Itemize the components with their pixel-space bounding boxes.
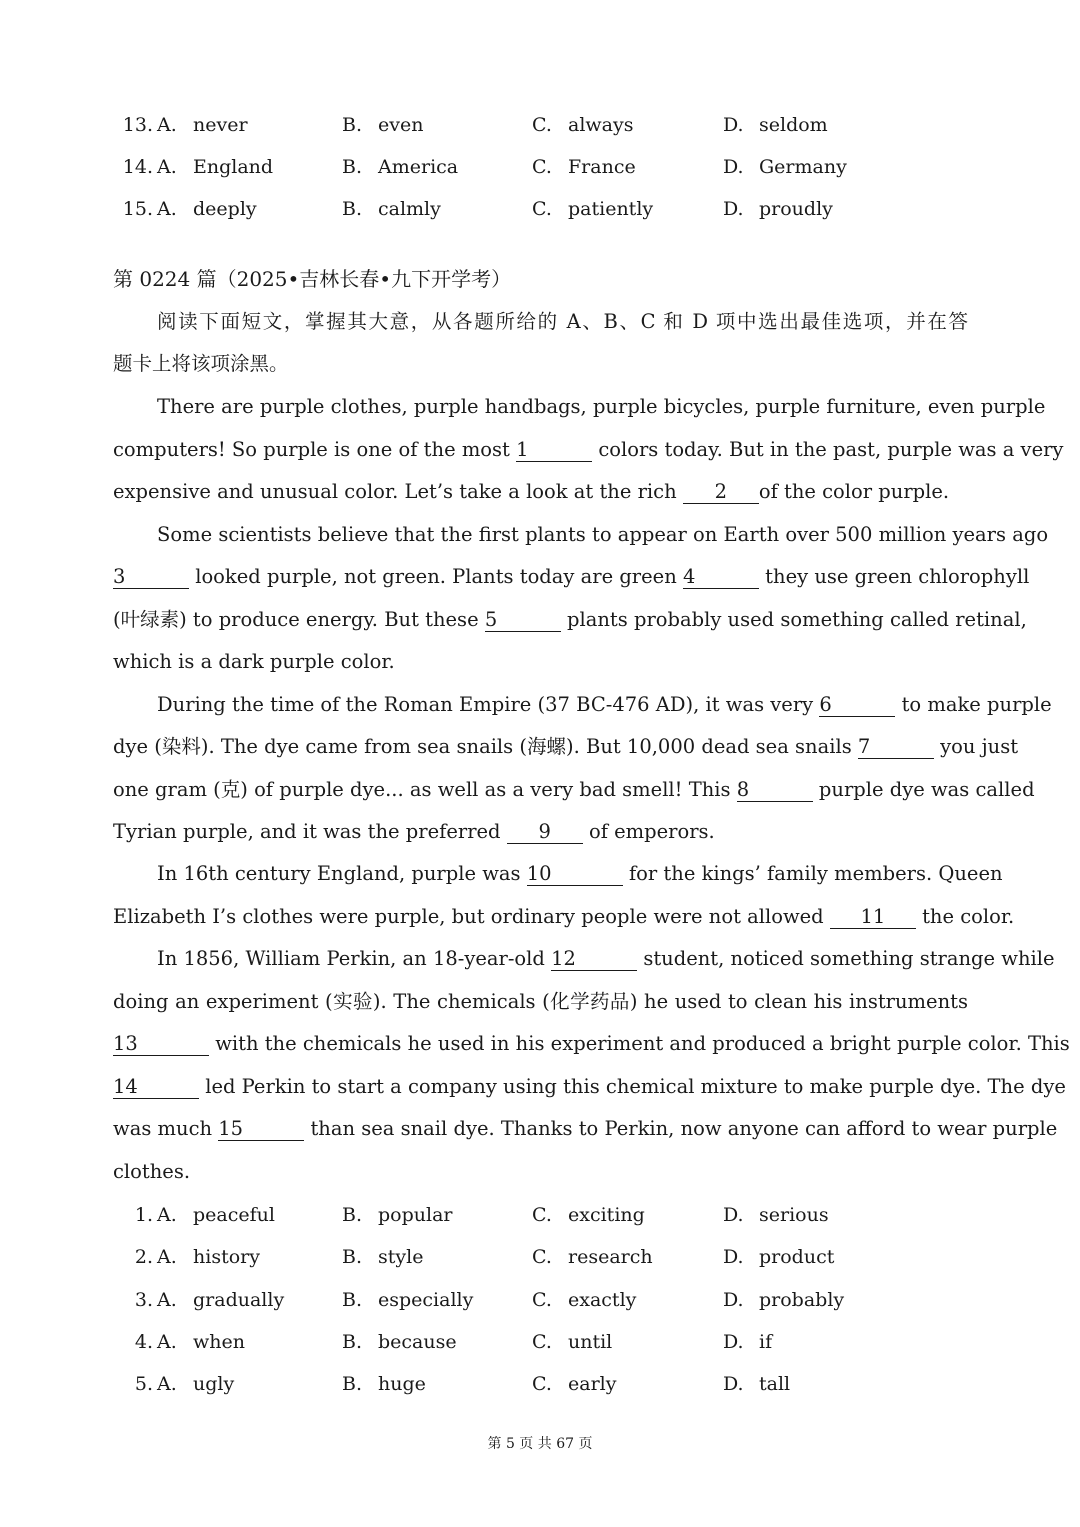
blank-15: 15 bbox=[218, 1118, 304, 1141]
passage-line: Elizabeth I’s clothes were purple, but ordinary people were not allowed 11 the color. bbox=[113, 905, 1015, 928]
option-c: C. always bbox=[532, 114, 634, 136]
question-number: 1. bbox=[134, 1204, 153, 1226]
blank-1: 1 bbox=[516, 439, 592, 462]
option-c: C. research bbox=[532, 1246, 653, 1268]
passage-line: 13 with the chemicals he used in his experiment and produced a bright purple color. This bbox=[113, 1032, 1070, 1055]
option-d: D. Germany bbox=[723, 156, 847, 178]
blank-10: 10 bbox=[527, 863, 623, 886]
passage-line: In 1856, William Perkin, an 18-year-old 12 student, noticed something strange while bbox=[157, 947, 1055, 970]
option-d: D. serious bbox=[723, 1204, 829, 1226]
option-c: C. patiently bbox=[532, 198, 654, 220]
blank-2: 2 bbox=[683, 481, 759, 504]
option-a: A. gradually bbox=[157, 1289, 285, 1311]
option-c: C. until bbox=[532, 1331, 613, 1353]
passage-line: (叶绿素) to produce energy. But these 5 plants probably used something called retinal, bbox=[113, 608, 1027, 631]
option-a: A. peaceful bbox=[157, 1204, 275, 1226]
option-b: B. popular bbox=[342, 1204, 453, 1226]
passage-line: was much 15 than sea snail dye. Thanks to Perkin, now anyone can afford to wear purple bbox=[113, 1117, 1058, 1140]
blank-5: 5 bbox=[485, 609, 561, 632]
blank-14: 14 bbox=[113, 1076, 199, 1099]
passage-line: dye (染料). The dye came from sea snails (海螺). But 10,000 dead sea snails 7 you just bbox=[113, 735, 1019, 758]
question-number: 5. bbox=[134, 1373, 153, 1395]
option-d: D. tall bbox=[723, 1373, 791, 1395]
blank-11: 11 bbox=[830, 906, 916, 929]
page-footer: 第 5 页 共 67 页 bbox=[487, 1436, 593, 1452]
passage-line: computers! So purple is one of the most 1 colors today. But in the past, purple was a very bbox=[113, 438, 1064, 461]
blank-9: 9 bbox=[507, 821, 583, 844]
option-a: A. deeply bbox=[157, 198, 257, 220]
option-d: D. seldom bbox=[723, 114, 828, 136]
option-b: B. even bbox=[342, 114, 424, 136]
instruction-line-2: 题卡上将该项涂黑。 bbox=[113, 352, 289, 375]
blank-4: 4 bbox=[683, 566, 759, 589]
option-b: B. huge bbox=[342, 1373, 426, 1395]
passage-line: Some scientists believe that the first plants to appear on Earth over 500 million years ago bbox=[157, 523, 1049, 546]
option-c: C. early bbox=[532, 1373, 617, 1395]
question-number: 4. bbox=[134, 1331, 153, 1353]
blank-12: 12 bbox=[551, 948, 637, 971]
passage-line: There are purple clothes, purple handbags, purple bicycles, purple furniture, even purple bbox=[157, 395, 1046, 418]
option-d: D. proudly bbox=[723, 198, 833, 220]
option-a: A. never bbox=[157, 114, 248, 136]
instruction-line-1: 阅读下面短文，掌握其大意，从各题所给的 A、B、C 和 D 项中选出最佳选项，并在答 bbox=[157, 310, 968, 333]
blank-8: 8 bbox=[737, 779, 813, 802]
question-number: 14. bbox=[122, 156, 153, 178]
passage-line: 14 led Perkin to start a company using this chemical mixture to make purple dye. The dye bbox=[113, 1075, 1066, 1098]
option-b: B. America bbox=[342, 156, 459, 178]
option-b: B. style bbox=[342, 1246, 424, 1268]
passage-line: Tyrian purple, and it was the preferred 9 of emperors. bbox=[113, 820, 715, 843]
option-d: D. probably bbox=[723, 1289, 845, 1311]
option-b: B. especially bbox=[342, 1289, 474, 1311]
option-b: B. calmly bbox=[342, 198, 441, 220]
option-c: C. France bbox=[532, 156, 636, 178]
passage-line: clothes. bbox=[113, 1160, 191, 1183]
option-a: A. England bbox=[157, 156, 274, 178]
blank-6: 6 bbox=[819, 694, 895, 717]
question-number: 13. bbox=[122, 114, 153, 136]
blank-3: 3 bbox=[113, 566, 189, 589]
option-a: A. history bbox=[157, 1246, 260, 1268]
option-c: C. exactly bbox=[532, 1289, 637, 1311]
option-d: D. if bbox=[723, 1331, 773, 1353]
option-c: C. exciting bbox=[532, 1204, 645, 1226]
passage-line: which is a dark purple color. bbox=[113, 650, 395, 673]
passage-line: doing an experiment (实验). The chemicals (化学药品) he used to clean his instruments bbox=[113, 990, 968, 1013]
question-number: 2. bbox=[134, 1246, 153, 1268]
passage-line: 3 looked purple, not green. Plants today are green 4 they use green chlorophyll bbox=[113, 565, 1030, 588]
section-title: 第 0224 篇（2025•吉林长春•九下开学考） bbox=[113, 267, 512, 291]
option-a: A. ugly bbox=[157, 1373, 235, 1395]
passage-line: expensive and unusual color. Let’s take a look at the rich 2 of the color purple. bbox=[113, 480, 950, 503]
option-a: A. when bbox=[157, 1331, 245, 1353]
passage-line: one gram (克) of purple dye... as well as a very bad smell! This 8 purple dye was called bbox=[113, 778, 1035, 801]
option-d: D. product bbox=[723, 1246, 835, 1268]
option-b: B. because bbox=[342, 1331, 457, 1353]
passage-line: During the time of the Roman Empire (37 BC-476 AD), it was very 6 to make purple bbox=[157, 693, 1052, 716]
blank-13: 13 bbox=[113, 1033, 209, 1056]
blank-7: 7 bbox=[858, 736, 934, 759]
question-number: 3. bbox=[134, 1289, 153, 1311]
question-number: 15. bbox=[122, 198, 153, 220]
passage-line: In 16th century England, purple was 10 for the kings’ family members. Queen bbox=[157, 862, 1003, 885]
